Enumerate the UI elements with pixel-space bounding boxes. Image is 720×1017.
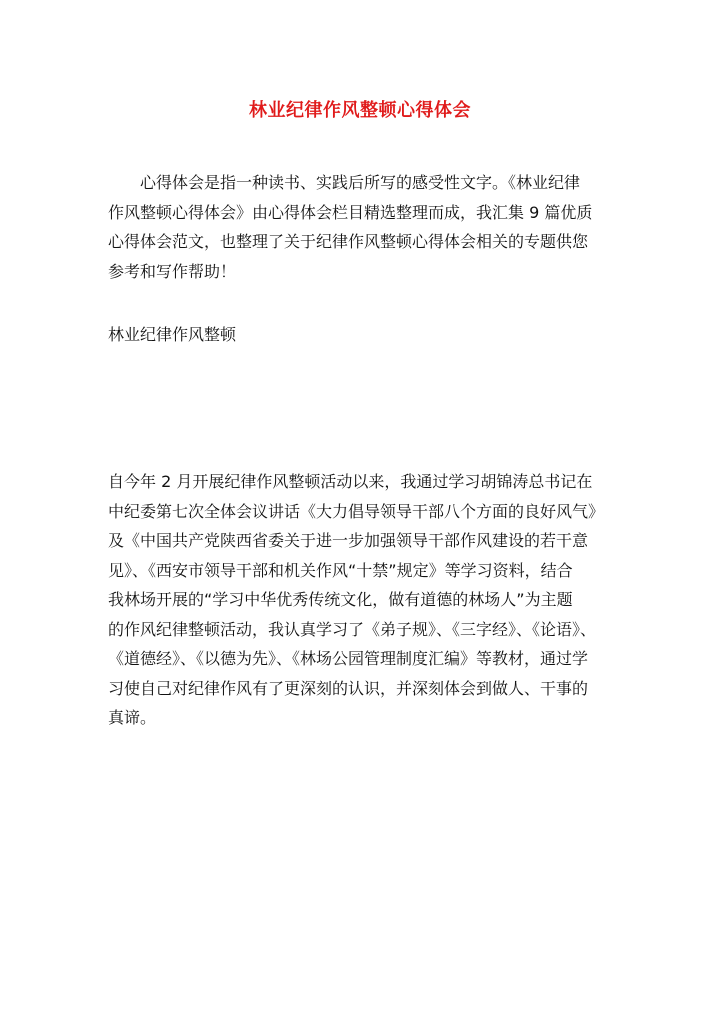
body-line: 中纪委第七次全体会议讲话《大力倡导领导干部八个方面的良好风气》 — [108, 501, 605, 521]
body-line: 的作风纪律整顿活动，我认真学习了《弟子规》、《三字经》、《论语》、 — [108, 619, 597, 639]
intro-paragraph — [108, 168, 620, 286]
body-line: 见》、《西安市领导干部和机关作风“十禁”规定》等学习资料，结合 — [108, 560, 573, 580]
body-line: 及《中国共产党陕西省委关于进一步加强领导干部作风建设的若干意 — [108, 531, 589, 550]
document-title: 林业纪律作风整顿心得体会 — [249, 100, 471, 121]
body-line: 习使自己对纪律作风有了更深刻的认识，并深刻体会到做人、干事的 — [108, 678, 589, 698]
body-line: 《道德经》、《以德为先》、《林场公园管理制度汇编》等教材，通过学 — [108, 649, 589, 668]
section-subtitle: 林业纪律作风整顿 — [108, 325, 237, 344]
intro-line: 参考和写作帮助！ — [108, 261, 237, 281]
intro-line: 心得体会范文，也整理了关于纪律作风整顿心得体会相关的专题供您 — [108, 232, 589, 251]
body-paragraph — [108, 467, 620, 733]
body-line: 真谛。 — [108, 708, 157, 727]
intro-line: 作风整顿心得体会》由心得体会栏目精选整理而成，我汇集 9 篇优质 — [108, 202, 593, 222]
body-line: 我林场开展的“学习中华优秀传统文化，做有道德的林场人”为主题 — [108, 590, 573, 609]
body-line: 自今年 2 月开展纪律作风整顿活动以来，我通过学习胡锦涛总书记在 — [108, 472, 593, 491]
intro-line: 心得体会是指一种读书、实践后所写的感受性文字。《林业纪律 — [140, 173, 581, 192]
